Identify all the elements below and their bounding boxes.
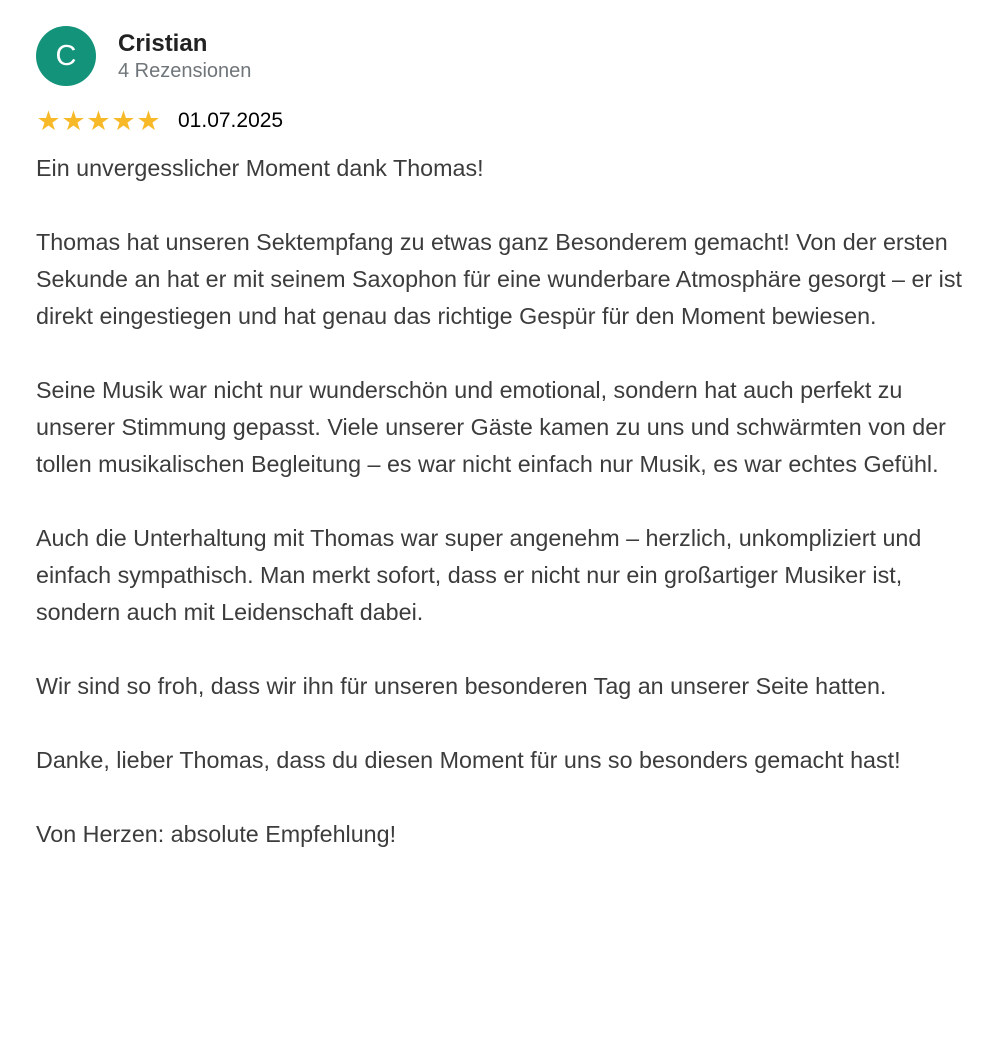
review-paragraph: Wir sind so froh, dass wir ihn für unseren besonderen Tag an unserer Seite hatten.: [36, 673, 887, 699]
author-info: [118, 30, 251, 83]
star-icon: ★: [136, 106, 161, 136]
review-paragraph: Seine Musik war nicht nur wunderschön und emotional, sondern hat auch perfekt zu unserer Stimmung gepasst. Viele unserer Gäste kamen zu uns und schwärmten von der tollen musikalischen Begleitung – es war nicht einfach nur Musik, es war echtes Gefühl.: [36, 377, 946, 477]
avatar[interactable]: C: [36, 26, 96, 86]
star-rating: [36, 106, 161, 136]
star-icon: ★: [36, 106, 61, 136]
review-date: 01.07.2025: [178, 109, 284, 132]
author-name[interactable]: Cristian: [118, 29, 208, 57]
star-icon: ★: [86, 106, 111, 136]
review-meta: [36, 106, 985, 136]
review-paragraph: Ein unvergesslicher Moment dank Thomas!: [36, 155, 484, 181]
review-paragraph: Von Herzen: absolute Empfehlung!: [36, 821, 397, 847]
review-count: 4 Rezensionen: [118, 59, 252, 82]
review-paragraph: Danke, lieber Thomas, dass du diesen Moment für uns so besonders gemacht hast!: [36, 747, 901, 773]
review-text: [36, 150, 966, 853]
star-icon: ★: [61, 106, 86, 136]
star-icon: ★: [111, 106, 136, 136]
review-paragraph: Thomas hat unseren Sektempfang zu etwas ganz Besonderem gemacht! Von der ersten Sekunde an hat er mit seinem Saxophon für eine wunderbare Atmosphäre gesorgt – er ist direkt eingestiegen und hat genau das richtige Gespür für den Moment bewiesen.: [36, 229, 962, 329]
review-header: [36, 26, 985, 86]
review-paragraph: Auch die Unterhaltung mit Thomas war super angenehm – herzlich, unkompliziert und einfach sympathisch. Man merkt sofort, dass er nicht nur ein großartiger Musiker ist, sondern auch mit Leidenschaft dabei.: [36, 525, 922, 625]
